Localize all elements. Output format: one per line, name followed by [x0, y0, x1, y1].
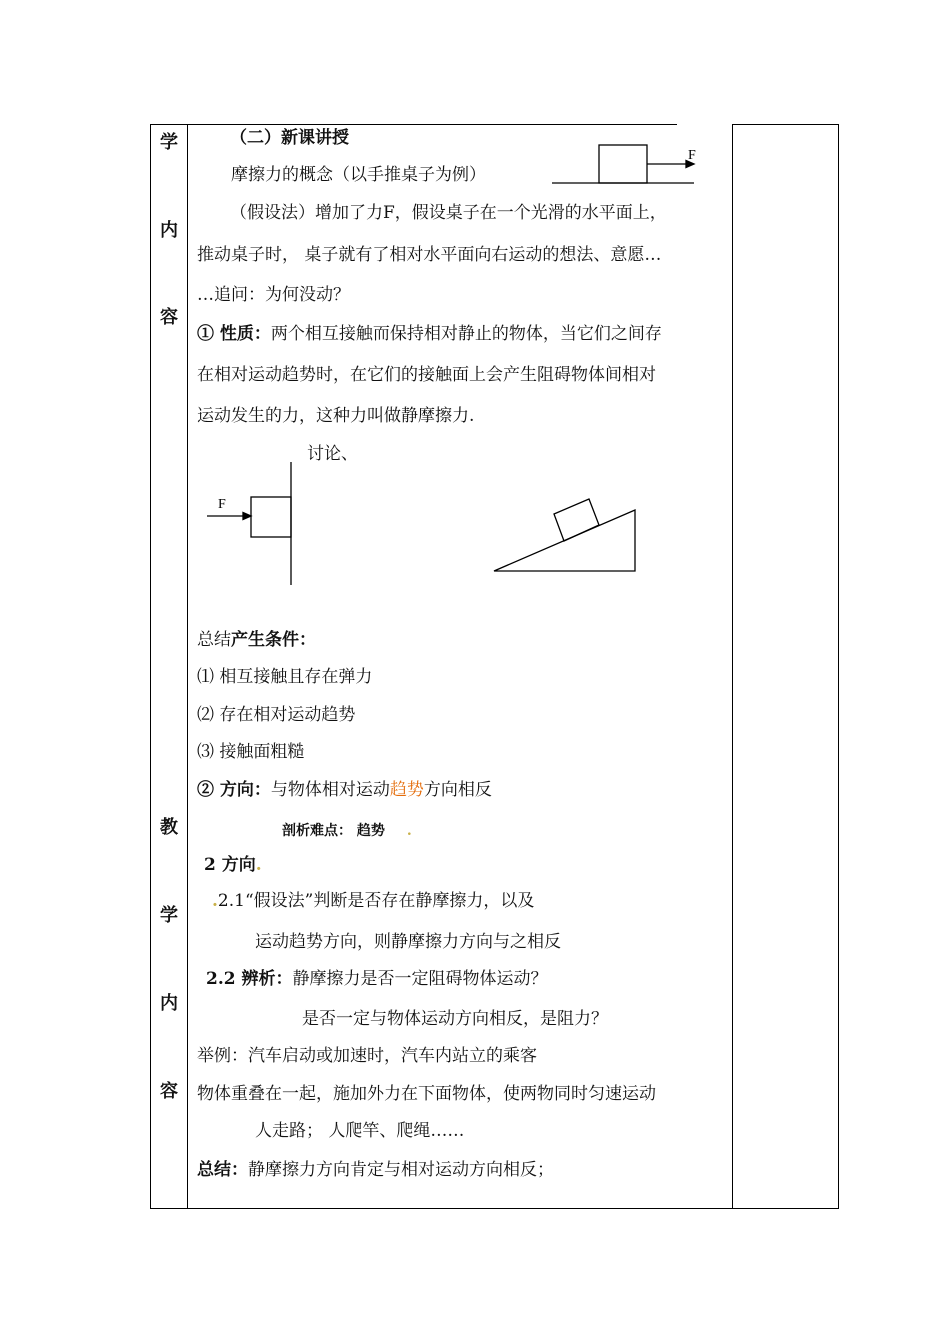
direction-label: ② 方向：	[197, 780, 271, 800]
wall-block	[251, 497, 291, 537]
nature-text-1: 两个相互接触而保持相对静止的物体，当它们之间存	[270, 324, 662, 344]
final-summary-label: 总结：	[197, 1160, 248, 1180]
analysis-text: 剖析难点： 趋势	[282, 823, 385, 839]
hypothesis-line-3: …追问：为何没动？	[197, 285, 350, 305]
side-label-2: 内	[160, 220, 178, 241]
direction-text-a: 与物体相对运动	[270, 780, 390, 800]
section-2-1-line-2: 运动趋势方向，则静摩擦力方向与之相反	[255, 932, 561, 952]
section-2-text: 2 方向	[204, 855, 256, 875]
side-label-4: 教	[160, 817, 178, 838]
side-label-7: 容	[160, 1081, 178, 1102]
condition-3: ⑶ 接触面粗糙	[197, 742, 305, 762]
nature-label: ① 性质：	[197, 324, 271, 344]
condition-1: ⑴ 相互接触且存在弹力	[197, 667, 373, 687]
discussion-label: 讨论、	[307, 444, 358, 464]
side-label-3: 容	[160, 307, 178, 328]
incline-diagram	[494, 499, 635, 571]
hypothesis-line-2: 推动桌子时， 桌子就有了相对水平面向右运动的想法、意愿…	[197, 245, 662, 265]
concept-line: 摩擦力的概念（以手推桌子为例）	[231, 165, 486, 185]
table-push-diagram	[552, 145, 694, 183]
nature-paragraph-line-2: 在相对运动趋势时，在它们的接触面上会产生阻碍物体间相对	[197, 365, 656, 385]
force-label-wall: F	[218, 497, 226, 512]
section-2-1-text: 2.1“假设法”判断是否存在静摩擦力，以及	[217, 891, 535, 911]
section-2-2-label: 2.2 辨析：	[206, 969, 293, 989]
condition-2: ⑵ 存在相对运动趋势	[197, 705, 356, 725]
table-block	[599, 145, 647, 183]
analysis-dot: .	[406, 823, 412, 839]
example-line-3: 人走路； 人爬竿、爬绳……	[255, 1121, 465, 1141]
section-2-2-line-2: 是否一定与物体运动方向相反，是阻力？	[302, 1009, 608, 1029]
final-summary-text: 静摩擦力方向肯定与相对运动方向相反；	[248, 1160, 554, 1180]
side-label-6: 内	[160, 993, 178, 1014]
section-title: （二）新课讲授	[230, 128, 349, 148]
example-line-2: 物体重叠在一起，施加外力在下面物体，使两物同时匀速运动	[197, 1084, 656, 1104]
side-label-1: 学	[160, 132, 178, 153]
example-line-1: 举例：汽车启动或加速时，汽车内站立的乘客	[197, 1046, 537, 1066]
force-label-top: F	[688, 148, 696, 163]
section-2-dot: .	[255, 855, 262, 875]
section-2-1-dot: .	[212, 891, 218, 911]
direction-text-b: 方向相反	[423, 780, 492, 800]
section-2-2-text: 静摩擦力是否一定阻碍物体运动？	[292, 969, 548, 989]
incline-block	[554, 499, 599, 541]
wall-push-diagram	[207, 462, 291, 585]
summary-bold: 产生条件：	[231, 630, 316, 650]
wall-force-head	[243, 513, 251, 520]
direction-text-highlight: 趋势	[389, 780, 424, 800]
hypothesis-line-1: （假设法）增加了力F，假设桌子在一个光滑的水平面上，	[230, 203, 667, 223]
side-label-5: 学	[160, 905, 178, 926]
summary-prefix: 总结	[197, 630, 231, 650]
nature-paragraph-line-3: 运动发生的力，这种力叫做静摩擦力.	[197, 406, 475, 426]
